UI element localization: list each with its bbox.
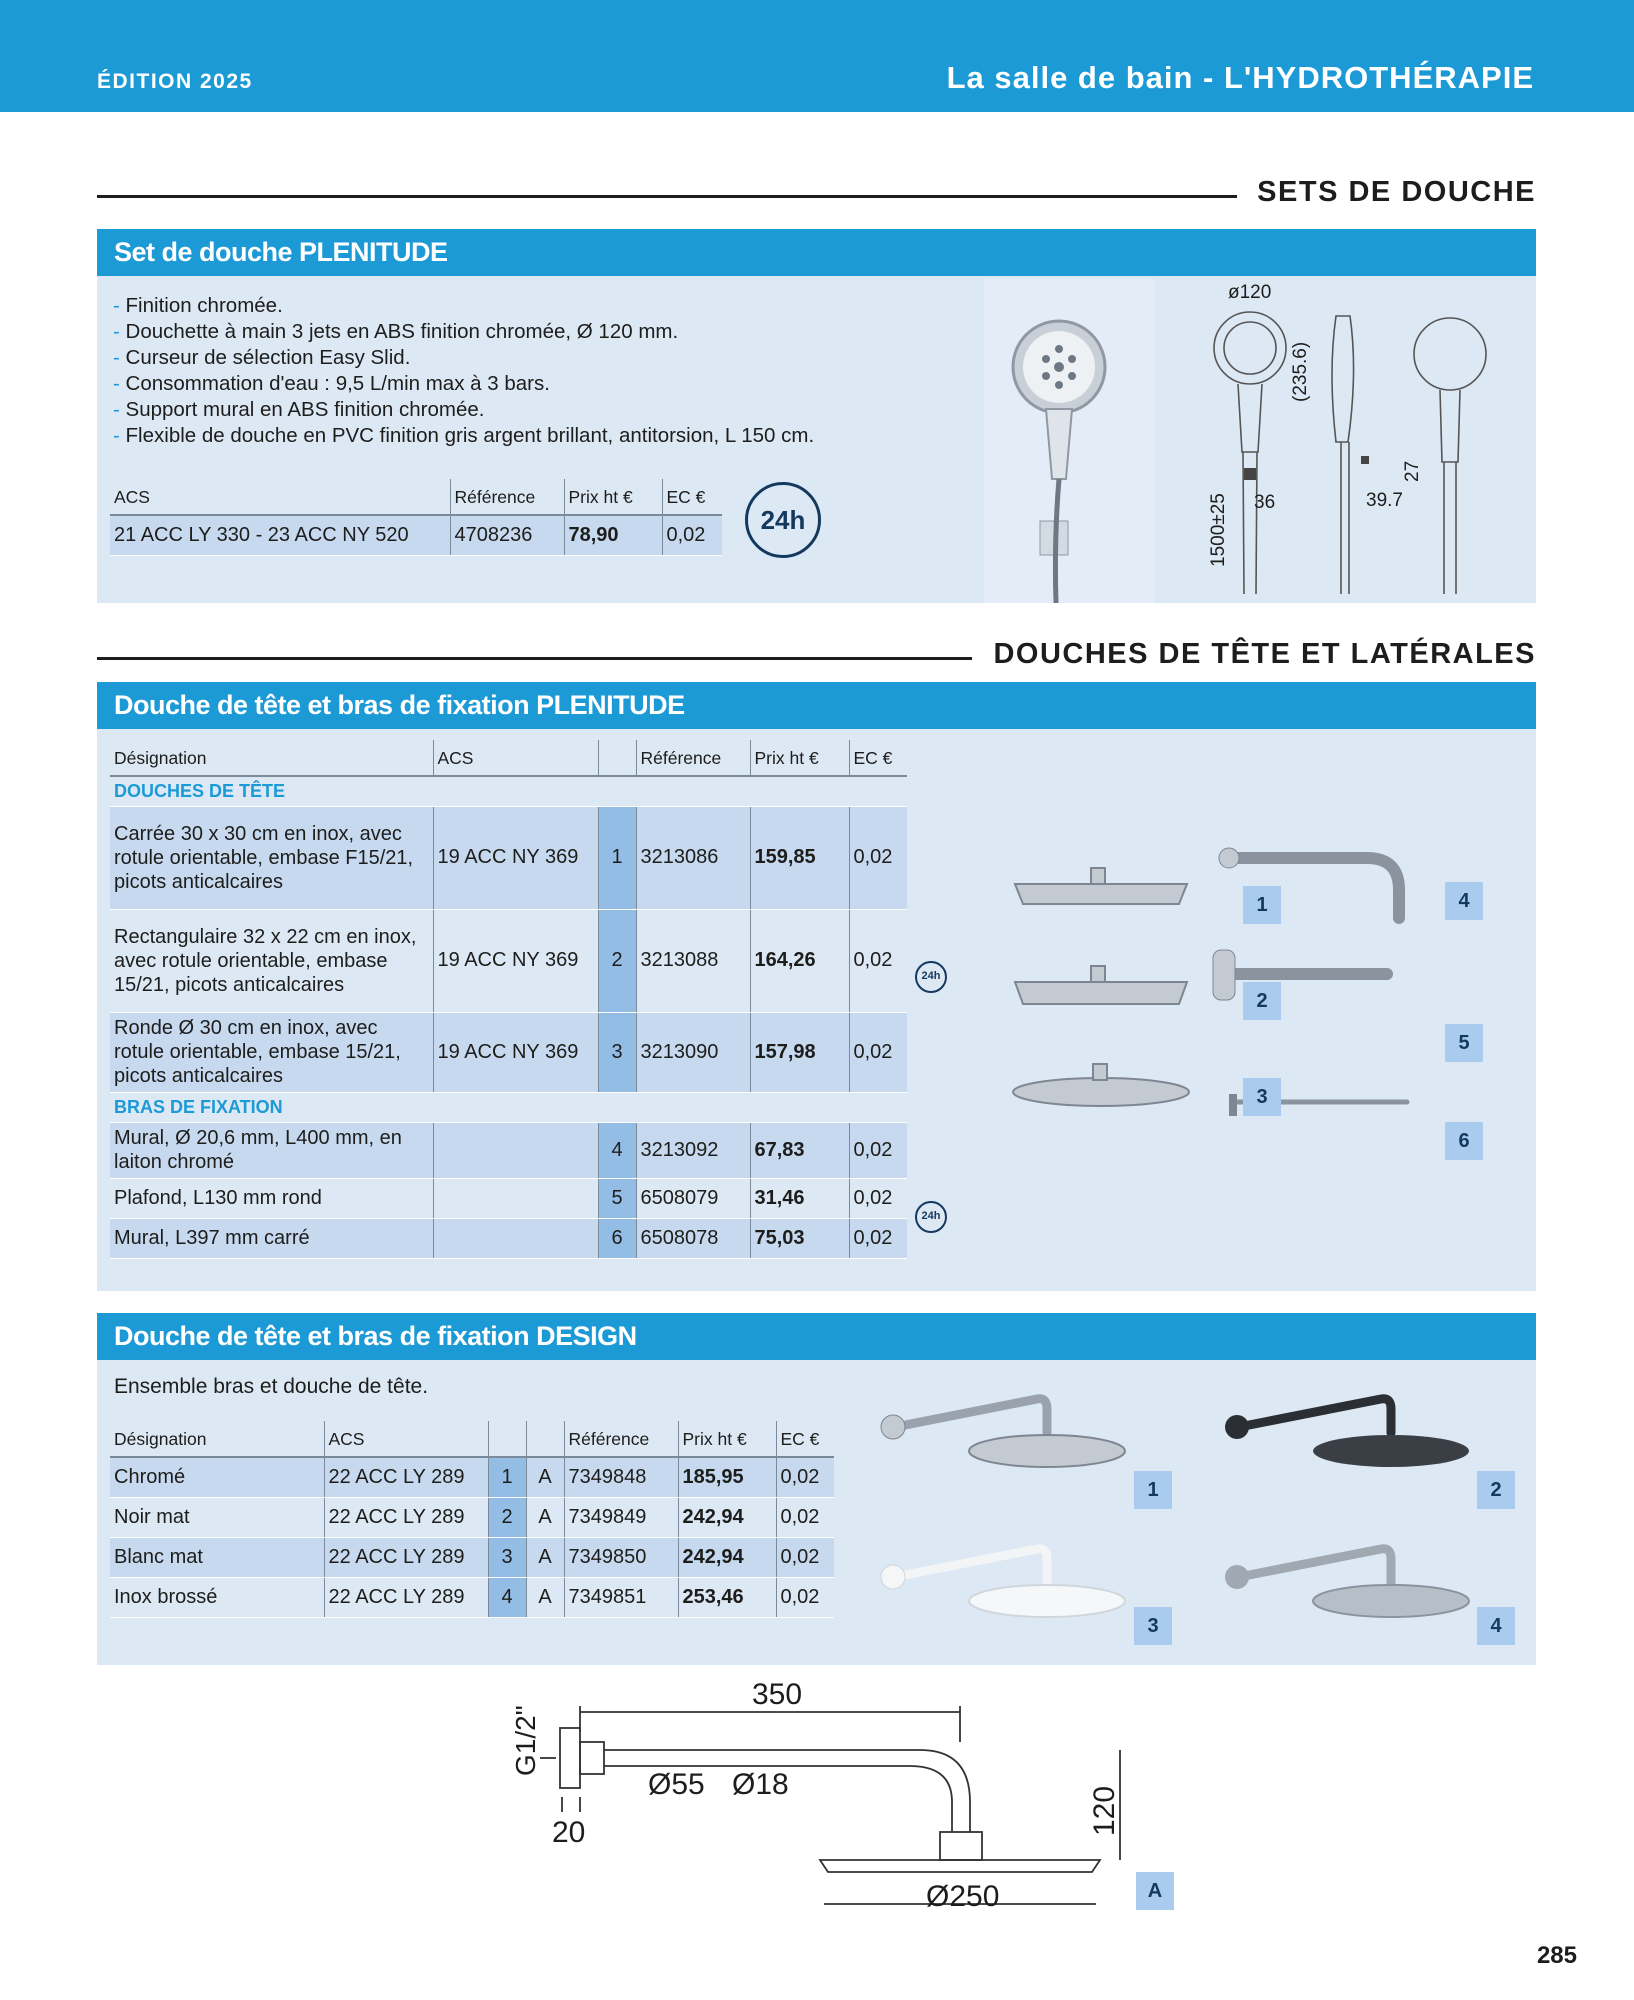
cell-ec: 0,02: [662, 515, 722, 555]
cell-designation: Carrée 30 x 30 cm en inox, avec rotule orientable, embase F15/21, picots anticalcaires: [110, 806, 433, 909]
section-title: SETS DE DOUCHE: [1257, 176, 1536, 208]
cell-price: 31,46: [750, 1178, 849, 1218]
cell-ref: 4708236: [450, 515, 564, 555]
cell-ec: 0,02: [776, 1497, 834, 1537]
dim-20: 20: [552, 1816, 586, 1849]
table-row: [110, 1537, 834, 1577]
cell-ec: 0,02: [849, 1218, 907, 1258]
col-designation: Désignation: [110, 740, 433, 776]
col-letter: [526, 1421, 564, 1457]
cell-acs: 22 ACC LY 289: [324, 1497, 488, 1537]
panel-note: Ensemble bras et douche de tête.: [114, 1375, 429, 1398]
cell-designation: Rectangulaire 32 x 22 cm en inox, avec rotule orientable, embase 15/21, picots anticalcaires: [110, 909, 433, 1012]
cell-acs: 21 ACC LY 330 - 23 ACC NY 520: [110, 515, 450, 555]
col-acs: ACS: [433, 740, 598, 776]
dim-thread: G1/2": [510, 1705, 541, 1776]
cell-num: 5: [598, 1178, 636, 1218]
cell-designation: Blanc mat: [110, 1537, 324, 1577]
col-ec: EC €: [776, 1421, 834, 1457]
table-row: [110, 1122, 907, 1178]
cell-designation: Plafond, L130 mm rond: [110, 1178, 433, 1218]
table-row: [110, 515, 722, 555]
cell-ref: 7349848: [564, 1457, 678, 1497]
cell-letter: A: [526, 1497, 564, 1537]
cell-acs: 22 ACC LY 289: [324, 1577, 488, 1617]
cell-acs: 19 ACC NY 369: [433, 806, 598, 909]
cell-letter: A: [526, 1577, 564, 1617]
tag-3: 3: [1134, 1607, 1172, 1645]
dim-length: 350: [752, 1678, 803, 1711]
cell-ref: 6508078: [636, 1218, 750, 1258]
table-row: [110, 1577, 834, 1617]
section-rule: [97, 657, 972, 660]
col-designation: Désignation: [110, 1421, 324, 1457]
feature-item: - Flexible de douche en PVC finition gris argent brillant, antitorsion, L 150 cm.: [113, 423, 814, 449]
cell-acs: [433, 1178, 598, 1218]
dim-39-7: 39.7: [1366, 490, 1403, 511]
table-row: [110, 806, 907, 909]
cell-price: 164,26: [750, 909, 849, 1012]
cell-designation: Ronde Ø 30 cm en inox, avec rotule orientable, embase 15/21, picots anticalcaires: [110, 1012, 433, 1092]
col-ref: Référence: [636, 740, 750, 776]
dim-d55: Ø55: [648, 1768, 705, 1801]
hand-shower-photo: [984, 279, 1154, 603]
table-row: [110, 1218, 907, 1258]
cell-ec: 0,02: [849, 1012, 907, 1092]
panel-title: Douche de tête et bras de fixation DESIGN: [97, 1313, 1536, 1360]
edition-label: ÉDITION 2025: [97, 70, 253, 93]
cell-ec: 0,02: [776, 1537, 834, 1577]
table-row: [110, 1457, 834, 1497]
cell-num: 4: [598, 1122, 636, 1178]
feature-item: - Finition chromée.: [113, 293, 814, 319]
cell-num: 1: [598, 806, 636, 909]
tag-5: 5: [1445, 1024, 1483, 1062]
table-row: [110, 1012, 907, 1092]
dim-36: 36: [1254, 492, 1276, 513]
page-number: 285: [1536, 1942, 1577, 1969]
section-heads: [97, 638, 1536, 678]
tag-4: 4: [1477, 1607, 1515, 1645]
head-table: [110, 740, 907, 1259]
cell-ref: 6508079: [636, 1178, 750, 1218]
tag-2: 2: [1477, 1471, 1515, 1509]
tag-6: 6: [1445, 1122, 1483, 1160]
cell-price: 78,90: [564, 515, 662, 555]
cell-designation: Inox brossé: [110, 1577, 324, 1617]
cell-ref: 3213088: [636, 909, 750, 1012]
dim-d250: Ø250: [926, 1880, 1000, 1913]
24h-delivery-icon: 24h: [915, 961, 947, 993]
cell-num: 4: [488, 1577, 526, 1617]
cell-ec: 0,02: [849, 1122, 907, 1178]
tag-2: 2: [1243, 982, 1281, 1020]
cell-acs: 19 ACC NY 369: [433, 1012, 598, 1092]
cell-ec: 0,02: [849, 909, 907, 1012]
cell-acs: 22 ACC LY 289: [324, 1537, 488, 1577]
cell-acs: [433, 1122, 598, 1178]
panel-design-head: [97, 1313, 1536, 1665]
tag-A: A: [1136, 1872, 1174, 1910]
table-row: [110, 1497, 834, 1537]
col-acs: ACS: [324, 1421, 488, 1457]
cell-acs: 19 ACC NY 369: [433, 909, 598, 1012]
feature-item: - Support mural en ABS finition chromée.: [113, 397, 814, 423]
col-num: [598, 740, 636, 776]
cell-num: 2: [488, 1497, 526, 1537]
design-table: [110, 1421, 834, 1618]
cell-acs: 22 ACC LY 289: [324, 1457, 488, 1497]
feature-item: - Curseur de sélection Easy Slid.: [113, 345, 814, 371]
hand-shower-drawing: [1158, 282, 1498, 607]
table-row: [110, 1178, 907, 1218]
tag-1: 1: [1134, 1471, 1172, 1509]
col-price: Prix ht €: [678, 1421, 776, 1457]
cell-letter: A: [526, 1457, 564, 1497]
24h-delivery-icon: 24h: [915, 1201, 947, 1233]
cell-designation: Mural, Ø 20,6 mm, L400 mm, en laiton chromé: [110, 1122, 433, 1178]
cell-price: 75,03: [750, 1218, 849, 1258]
cell-ref: 3213092: [636, 1122, 750, 1178]
cell-designation: Mural, L397 mm carré: [110, 1218, 433, 1258]
cell-ref: 3213086: [636, 806, 750, 909]
col-price: Prix ht €: [564, 479, 662, 515]
panel-plenitude-head: [97, 682, 1536, 1291]
cell-designation: Noir mat: [110, 1497, 324, 1537]
design-head-photos: [867, 1371, 1527, 1661]
col-ref: Référence: [564, 1421, 678, 1457]
feature-item: - Consommation d'eau : 9,5 L/min max à 3 bars.: [113, 371, 814, 397]
cell-price: 157,98: [750, 1012, 849, 1092]
panel-title: Douche de tête et bras de fixation PLENITUDE: [97, 682, 1536, 729]
col-acs: ACS: [110, 479, 450, 515]
cell-designation: Chromé: [110, 1457, 324, 1497]
cell-ref: 7349850: [564, 1537, 678, 1577]
table-row: [110, 909, 907, 1012]
cell-num: 3: [488, 1537, 526, 1577]
tag-4: 4: [1445, 882, 1483, 920]
24h-delivery-icon: 24h: [745, 482, 821, 558]
cell-price: 242,94: [678, 1537, 776, 1577]
cell-ref: 3213090: [636, 1012, 750, 1092]
feature-item: - Douchette à main 3 jets en ABS finition chromée, Ø 120 mm.: [113, 319, 814, 345]
section-title: DOUCHES DE TÊTE ET LATÉRALES: [993, 638, 1536, 670]
dim-27: 27: [1402, 460, 1423, 482]
cell-num: 2: [598, 909, 636, 1012]
group-heading: BRAS DE FIXATION: [110, 1092, 907, 1122]
panel-title: Set de douche PLENITUDE: [97, 229, 1536, 276]
dim-height: (235.6): [1290, 341, 1311, 402]
col-num: [488, 1421, 526, 1457]
cell-num: 6: [598, 1218, 636, 1258]
dim-d18: Ø18: [732, 1768, 789, 1801]
cell-ref: 7349849: [564, 1497, 678, 1537]
col-ec: EC €: [662, 479, 722, 515]
tag-3: 3: [1243, 1078, 1281, 1116]
cell-price: 159,85: [750, 806, 849, 909]
cell-price: 242,94: [678, 1497, 776, 1537]
design-arm-drawing: [500, 1672, 1180, 1922]
cell-num: 3: [598, 1012, 636, 1092]
cell-acs: [433, 1218, 598, 1258]
dim-120: 120: [1088, 1785, 1121, 1836]
cell-ec: 0,02: [849, 1178, 907, 1218]
cell-price: 253,46: [678, 1577, 776, 1617]
col-ec: EC €: [849, 740, 907, 776]
cell-ec: 0,02: [776, 1457, 834, 1497]
dim-hose-length: 1500±25: [1208, 493, 1229, 567]
feature-list: [113, 293, 814, 449]
cell-ec: 0,02: [849, 806, 907, 909]
cell-ref: 7349851: [564, 1577, 678, 1617]
cell-price: 67,83: [750, 1122, 849, 1178]
tag-1: 1: [1243, 886, 1281, 924]
cell-letter: A: [526, 1537, 564, 1577]
cell-num: 1: [488, 1457, 526, 1497]
dim-diameter: ø120: [1228, 282, 1272, 303]
section-sets: [97, 176, 1536, 216]
chapter-title: La salle de bain - L'HYDROTHÉRAPIE: [946, 60, 1534, 95]
cell-ec: 0,02: [776, 1577, 834, 1617]
col-ref: Référence: [450, 479, 564, 515]
top-banner: [0, 0, 1634, 112]
section-rule: [97, 195, 1237, 198]
cell-price: 185,95: [678, 1457, 776, 1497]
col-price: Prix ht €: [750, 740, 849, 776]
price-table: [110, 479, 722, 556]
group-heading: DOUCHES DE TÊTE: [110, 776, 907, 806]
